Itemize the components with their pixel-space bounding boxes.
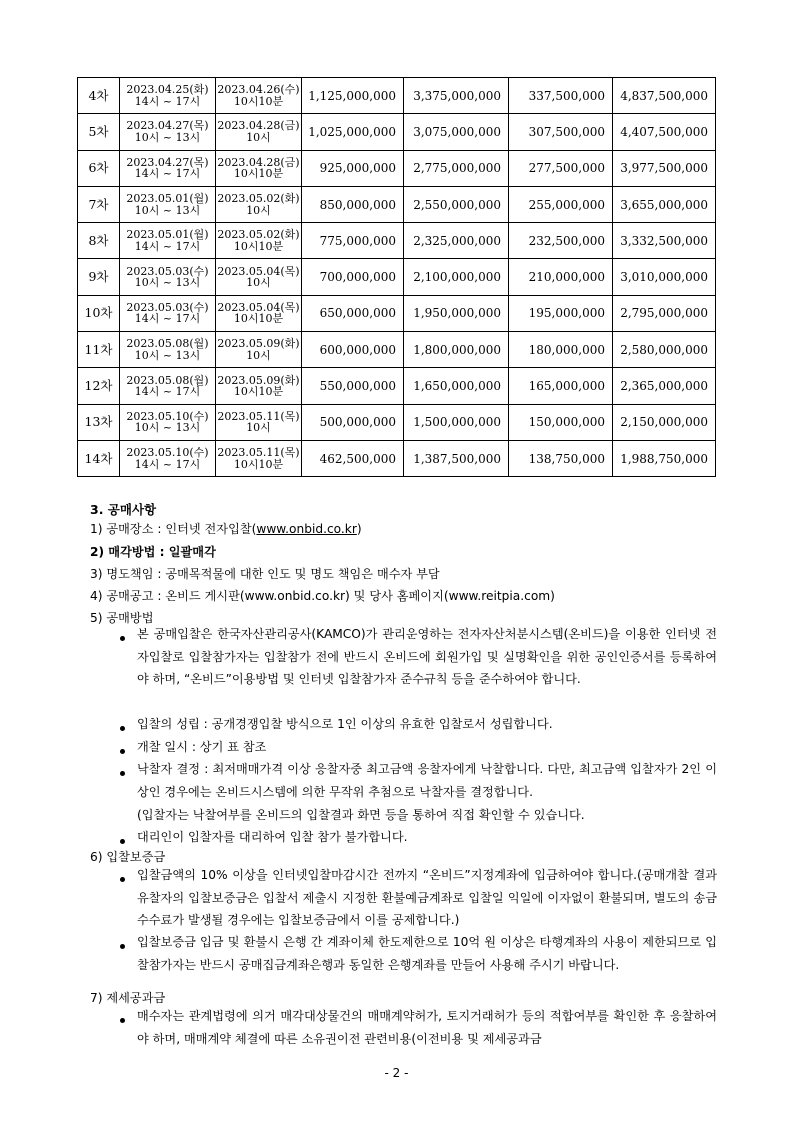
- amount-cell: [404, 223, 509, 259]
- amount-cell-text: 850,000,000: [319, 197, 396, 212]
- bid-period-cell-text: 14시 ~ 17시: [134, 385, 201, 399]
- amount-cell-text: 1,125,000,000: [308, 88, 396, 103]
- amount-cell-text: 2,795,000,000: [620, 306, 708, 321]
- round-cell: [78, 78, 120, 114]
- round-cell-text: 11차: [84, 341, 113, 357]
- round-cell-text: 4차: [88, 87, 109, 103]
- amount-cell-text: 500,000,000: [319, 415, 396, 430]
- bid-period-cell-text: 10시 ~ 13시: [134, 276, 201, 290]
- bid-period-cell: [120, 259, 216, 295]
- amount-cell-text: 3,375,000,000: [413, 88, 501, 103]
- amount-cell: [613, 150, 716, 186]
- table-row: [78, 186, 716, 222]
- method-bullet-3: 개찰 일시 : 상기 표 참조: [137, 740, 267, 754]
- page-number: - 2 -: [384, 1066, 409, 1080]
- method-bullet-5: 대리인이 입찰자를 대리하여 입찰 참가 불가합니다.: [137, 830, 408, 844]
- amount-cell: [302, 295, 404, 331]
- bid-period-cell: [120, 368, 216, 404]
- amount-cell: [404, 404, 509, 440]
- bid-period-cell-text: 2023.05.01(월): [126, 228, 209, 242]
- opening-time-cell-text: 10시: [246, 203, 271, 217]
- amount-cell-text: 1,988,750,000: [620, 451, 708, 466]
- table-row: [78, 114, 716, 150]
- amount-cell: [302, 259, 404, 295]
- round-cell-text: 12차: [84, 378, 113, 394]
- amount-cell: [404, 332, 509, 368]
- table-row: [78, 150, 716, 186]
- deposit-bullet-1: 입찰금액의 10% 이상을 인터넷입찰마감시간 전까지 “온비드”지정계좌에 입금하여야 합니다.(공매개찰 결과 유찰자의 입찰보증금은 입찰서 제출시 지정한 환불예금계좌로 입찰일 익일에 이자없이 환불되며, 별도의 송금수수료가 발생될 경우에는 입찰보증금에서 이를 공제합니다.): [137, 868, 717, 928]
- amount-cell-text: 3,977,500,000: [620, 161, 708, 176]
- bid-period-cell-text: 14시 ~ 17시: [134, 312, 201, 326]
- amount-cell-text: 4,837,500,000: [620, 88, 708, 103]
- amount-cell-text: 3,075,000,000: [413, 124, 501, 139]
- opening-time-cell: [216, 114, 302, 150]
- round-cell-text: 8차: [88, 232, 109, 248]
- item-auction-place: [90, 522, 362, 536]
- bullet-icon: [120, 877, 125, 882]
- amount-cell-text: 307,500,000: [528, 124, 605, 139]
- bid-period-cell-text: 2023.05.10(수): [126, 409, 209, 423]
- amount-cell: [509, 332, 613, 368]
- amount-cell: [302, 440, 404, 476]
- bid-period-cell-text: 2023.05.08(월): [126, 337, 209, 351]
- bid-period-cell: [120, 295, 216, 331]
- amount-cell-text: 3,010,000,000: [620, 270, 708, 285]
- amount-cell-text: 4,407,500,000: [620, 124, 708, 139]
- item-sale-method: 2) 매각방법 : 일괄매각: [90, 545, 216, 559]
- bullet-icon: [120, 771, 125, 776]
- round-cell-text: 10차: [84, 305, 113, 321]
- round-cell-text: 13차: [84, 414, 113, 430]
- opening-time-cell: [216, 440, 302, 476]
- opening-time-cell-text: 10시: [246, 421, 271, 435]
- amount-cell: [302, 332, 404, 368]
- amount-cell: [302, 186, 404, 222]
- round-cell: [78, 223, 120, 259]
- opening-time-cell-text: 10시10분: [233, 94, 284, 108]
- table-row: [78, 223, 716, 259]
- amount-cell: [613, 223, 716, 259]
- method-bullet-1: 본 공매입찰은 한국자산관리공사(KAMCO)가 관리운영하는 전자자산처분시스템(온비드)을 이용한 인터넷 전자입찰로 입찰참가자는 입찰참가 전에 반드시 온비드에 회원가입 및 실명확인을 위한 공인인증서를 등록하여야 하며, “온비드”이용방법 및 인터넷 입찰참가자 준수규칙 등을 준수하여야 합니다.: [137, 627, 717, 687]
- opening-time-cell-text: 2023.04.28(금): [217, 155, 300, 169]
- item-handover-responsibility: 3) 명도책임 : 공매목적물에 대한 인도 및 명도 책임은 매수자 부담: [90, 567, 440, 581]
- amount-cell: [404, 368, 509, 404]
- amount-cell: [509, 440, 613, 476]
- opening-time-cell-text: 10시10분: [233, 385, 284, 399]
- amount-cell: [613, 78, 716, 114]
- amount-cell-text: 925,000,000: [319, 161, 396, 176]
- table-row: [78, 368, 716, 404]
- table-row: [78, 295, 716, 331]
- opening-time-cell-text: 10시10분: [233, 167, 284, 181]
- amount-cell-text: 277,500,000: [528, 161, 605, 176]
- amount-cell-text: 150,000,000: [528, 415, 605, 430]
- bid-period-cell-text: 14시 ~ 17시: [134, 457, 201, 471]
- amount-cell: [302, 78, 404, 114]
- amount-cell-text: 165,000,000: [528, 379, 605, 394]
- bid-period-cell-text: 2023.05.01(월): [126, 192, 209, 206]
- opening-time-cell-text: 2023.05.11(목): [217, 446, 300, 460]
- item-bid-deposit: 6) 입찰보증금: [90, 850, 166, 864]
- amount-cell-text: 1,387,500,000: [413, 451, 501, 466]
- amount-cell-text: 3,332,500,000: [620, 233, 708, 248]
- bid-period-cell-text: 10시 ~ 13시: [134, 203, 201, 217]
- amount-cell-text: 2,550,000,000: [413, 197, 501, 212]
- amount-cell-text: 232,500,000: [528, 233, 605, 248]
- bullet-icon: [120, 1018, 125, 1023]
- opening-time-cell-text: 10시: [246, 130, 271, 144]
- opening-time-cell: [216, 259, 302, 295]
- amount-cell-text: 1,800,000,000: [413, 342, 501, 357]
- amount-cell: [613, 368, 716, 404]
- opening-time-cell-text: 10시10분: [233, 457, 284, 471]
- amount-cell-text: 550,000,000: [319, 379, 396, 394]
- deposit-bullet-2: 입찰보증금 입금 및 환불시 은행 간 계좌이체 한도제한으로 10억 원 이상은 타행계좌의 사용이 제한되므로 입찰참가자는 반드시 공매집금계좌은행과 동일한 은행계좌를 만들어 사용해 주시기 바랍니다.: [137, 935, 717, 972]
- bid-period-cell: [120, 404, 216, 440]
- method-bullet-4-note: (입찰자는 낙찰여부를 온비드의 입찰결과 화면 등을 통하여 직접 확인할 수 있습니다.: [137, 808, 585, 822]
- amount-cell: [404, 78, 509, 114]
- amount-cell-text: 337,500,000: [528, 88, 605, 103]
- amount-cell-text: 2,150,000,000: [620, 415, 708, 430]
- bid-period-cell-text: 2023.04.27(목): [126, 155, 209, 169]
- opening-time-cell-text: 2023.05.11(목): [217, 409, 300, 423]
- opening-time-cell: [216, 368, 302, 404]
- bullet-icon: [120, 944, 125, 949]
- amount-cell: [302, 114, 404, 150]
- table-row: [78, 332, 716, 368]
- opening-time-cell-text: 2023.04.28(금): [217, 119, 300, 133]
- bid-period-cell: [120, 114, 216, 150]
- table-row: [78, 404, 716, 440]
- method-bullet-2: 입찰의 성립 : 공개경쟁입찰 방식으로 1인 이상의 유효한 입찰로서 성립합니다.: [137, 717, 553, 731]
- bid-period-cell-text: 10시 ~ 13시: [134, 130, 201, 144]
- bid-schedule-table: [77, 77, 716, 477]
- amount-cell: [509, 150, 613, 186]
- opening-time-cell-text: 2023.05.04(목): [217, 264, 300, 278]
- amount-cell: [302, 150, 404, 186]
- amount-cell-text: 2,325,000,000: [413, 233, 501, 248]
- amount-cell: [613, 186, 716, 222]
- round-cell-text: 14차: [84, 450, 113, 466]
- opening-time-cell-text: 10시: [246, 348, 271, 362]
- amount-cell: [613, 404, 716, 440]
- round-cell-text: 6차: [88, 160, 109, 176]
- amount-cell: [302, 223, 404, 259]
- amount-cell: [509, 186, 613, 222]
- bid-period-cell-text: 2023.05.10(수): [126, 446, 209, 460]
- round-cell-text: 7차: [88, 196, 109, 212]
- round-cell-text: 9차: [88, 269, 109, 285]
- amount-cell: [613, 332, 716, 368]
- amount-cell-text: 650,000,000: [319, 306, 396, 321]
- item-auction-method: 5) 공매방법: [90, 611, 154, 625]
- bid-period-cell: [120, 186, 216, 222]
- taxes-bullet-1: 매수자는 관계법령에 의거 매각대상물건의 매매계약허가, 토지거래허가 등의 적합여부를 확인한 후 응찰하여야 하며, 매매계약 체결에 따른 소유권이전 관련비용(이전비용 및 제세공과금: [137, 1009, 717, 1046]
- bid-period-cell-text: 2023.04.27(목): [126, 119, 209, 133]
- onbid-link[interactable]: www.onbid.co.kr: [256, 522, 357, 536]
- amount-cell: [509, 295, 613, 331]
- bid-period-cell: [120, 440, 216, 476]
- amount-cell-text: 1,950,000,000: [413, 306, 501, 321]
- opening-time-cell-text: 10시: [246, 276, 271, 290]
- amount-cell-text: 600,000,000: [319, 342, 396, 357]
- amount-cell-text: 2,580,000,000: [620, 342, 708, 357]
- bullet-icon: [120, 749, 125, 754]
- amount-cell: [404, 114, 509, 150]
- amount-cell-text: 255,000,000: [528, 197, 605, 212]
- opening-time-cell: [216, 223, 302, 259]
- opening-time-cell-text: 2023.05.02(화): [217, 192, 300, 206]
- bullet-icon: [120, 726, 125, 731]
- amount-cell-text: 1,650,000,000: [413, 379, 501, 394]
- amount-cell-text: 700,000,000: [319, 270, 396, 285]
- amount-cell-text: 3,655,000,000: [620, 197, 708, 212]
- amount-cell-text: 2,775,000,000: [413, 161, 501, 176]
- section-heading: 3. 공매사항: [90, 502, 157, 517]
- opening-time-cell: [216, 78, 302, 114]
- round-cell-text: 5차: [88, 123, 109, 139]
- amount-cell: [613, 259, 716, 295]
- opening-time-cell-text: 2023.04.26(수): [217, 83, 300, 97]
- amount-cell-text: 210,000,000: [528, 270, 605, 285]
- bid-period-cell-text: 2023.05.03(수): [126, 264, 209, 278]
- bid-period-cell: [120, 150, 216, 186]
- round-cell: [78, 295, 120, 331]
- round-cell: [78, 332, 120, 368]
- opening-time-cell-text: 2023.05.09(화): [217, 337, 300, 351]
- amount-cell: [613, 114, 716, 150]
- bid-period-cell: [120, 332, 216, 368]
- bid-period-cell-text: 10시 ~ 13시: [134, 421, 201, 435]
- table-row: [78, 440, 716, 476]
- amount-cell: [509, 259, 613, 295]
- opening-time-cell-text: 2023.05.09(화): [217, 373, 300, 387]
- item-taxes: 7) 제세공과금: [90, 991, 166, 1005]
- bid-period-cell-text: 14시 ~ 17시: [134, 239, 201, 253]
- amount-cell: [404, 186, 509, 222]
- amount-cell-text: 1,500,000,000: [413, 415, 501, 430]
- bid-period-cell-text: 14시 ~ 17시: [134, 94, 201, 108]
- bid-period-cell-text: 2023.05.08(월): [126, 373, 209, 387]
- table-row: [78, 78, 716, 114]
- bid-schedule-body: [78, 78, 716, 477]
- opening-time-cell-text: 2023.05.02(화): [217, 228, 300, 242]
- amount-cell: [613, 295, 716, 331]
- round-cell: [78, 114, 120, 150]
- amount-cell-text: 138,750,000: [528, 451, 605, 466]
- amount-cell-text: 2,100,000,000: [413, 270, 501, 285]
- amount-cell: [302, 404, 404, 440]
- bid-period-cell: [120, 223, 216, 259]
- round-cell: [78, 150, 120, 186]
- round-cell: [78, 186, 120, 222]
- item-auction-place-suffix: ): [356, 522, 362, 536]
- opening-time-cell-text: 2023.05.04(목): [217, 300, 300, 314]
- amount-cell-text: 2,365,000,000: [620, 379, 708, 394]
- table-row: [78, 259, 716, 295]
- opening-time-cell: [216, 404, 302, 440]
- amount-cell: [404, 259, 509, 295]
- amount-cell: [509, 114, 613, 150]
- bid-period-cell-text: 2023.05.03(수): [126, 300, 209, 314]
- amount-cell: [509, 223, 613, 259]
- amount-cell: [613, 440, 716, 476]
- amount-cell-text: 180,000,000: [528, 342, 605, 357]
- round-cell: [78, 259, 120, 295]
- bullet-icon: [120, 636, 125, 641]
- amount-cell: [404, 440, 509, 476]
- bid-period-cell-text: 2023.04.25(화): [126, 83, 209, 97]
- item-public-notice: 4) 공매공고 : 온비드 게시판(www.onbid.co.kr) 및 당사 홈페이지(www.reitpia.com): [90, 589, 555, 603]
- method-bullet-4: 낙찰자 결정 : 최저매매가격 이상 응찰자중 최고금액 응찰자에게 낙찰합니다. 다만, 최고금액 입찰자가 2인 이상인 경우에는 온비드시스템에 의한 무작위 추첨으로 낙찰자를 결정합니다.: [137, 762, 717, 799]
- amount-cell: [509, 78, 613, 114]
- amount-cell: [404, 295, 509, 331]
- amount-cell: [509, 404, 613, 440]
- opening-time-cell: [216, 150, 302, 186]
- opening-time-cell-text: 10시10분: [233, 239, 284, 253]
- item-auction-place-text: 1) 공매장소 : 인터넷 전자입찰(: [90, 522, 257, 536]
- round-cell: [78, 440, 120, 476]
- bid-period-cell-text: 10시 ~ 13시: [134, 348, 201, 362]
- opening-time-cell: [216, 295, 302, 331]
- opening-time-cell-text: 10시10분: [233, 312, 284, 326]
- bullet-icon: [120, 839, 125, 844]
- round-cell: [78, 368, 120, 404]
- amount-cell-text: 462,500,000: [319, 451, 396, 466]
- bid-period-cell: [120, 78, 216, 114]
- opening-time-cell: [216, 186, 302, 222]
- opening-time-cell: [216, 332, 302, 368]
- amount-cell-text: 195,000,000: [528, 306, 605, 321]
- amount-cell: [509, 368, 613, 404]
- round-cell: [78, 404, 120, 440]
- amount-cell-text: 775,000,000: [319, 233, 396, 248]
- bid-period-cell-text: 14시 ~ 17시: [134, 167, 201, 181]
- amount-cell-text: 1,025,000,000: [308, 124, 396, 139]
- amount-cell: [302, 368, 404, 404]
- amount-cell: [404, 150, 509, 186]
